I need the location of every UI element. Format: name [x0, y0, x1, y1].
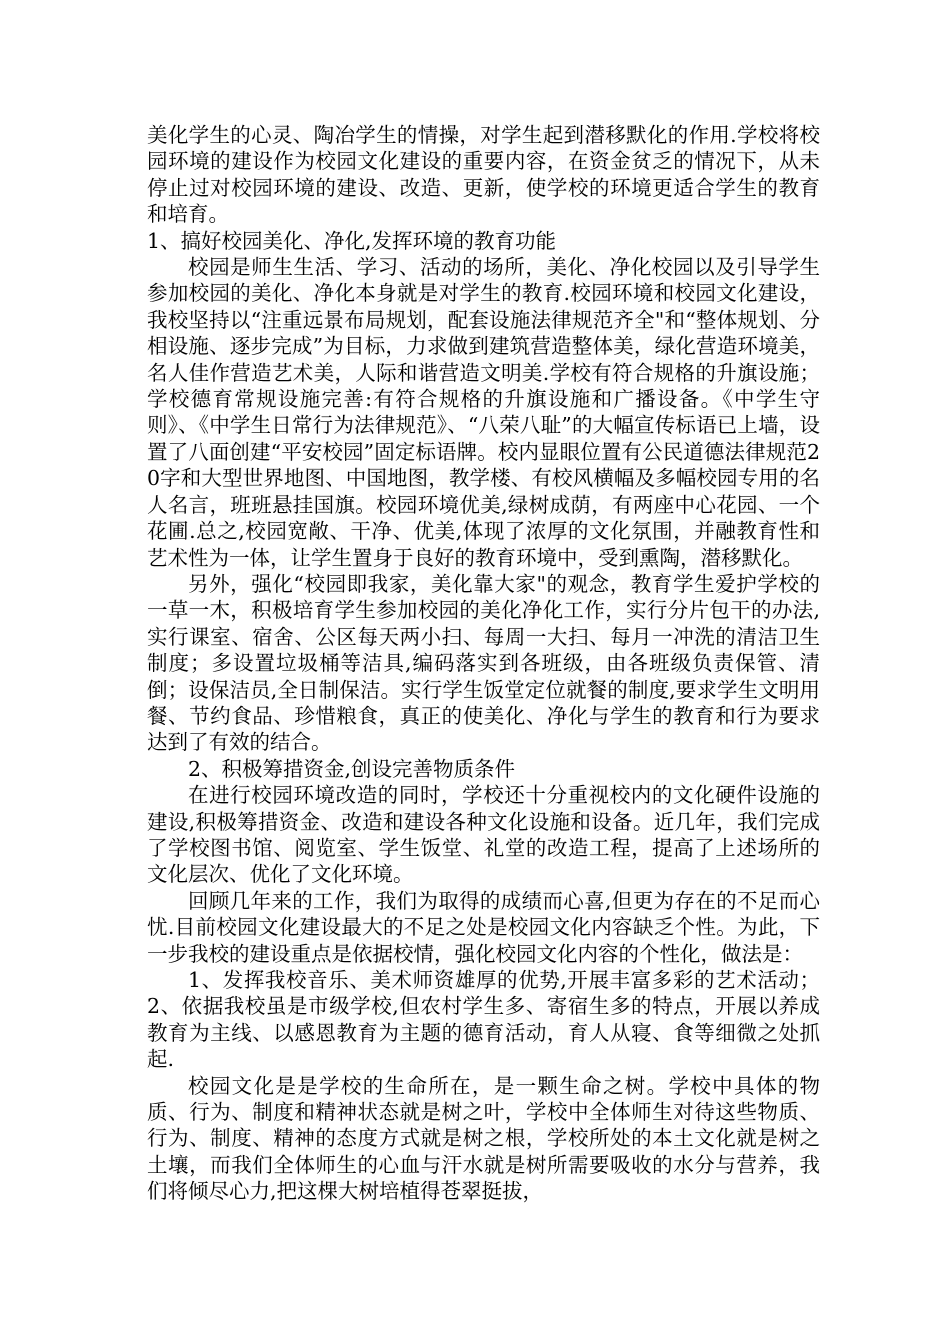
- paragraph-intro: 美化学生的心灵、陶冶学生的情操，对学生起到潜移默化的作用.学校将校园环境的建设作为校园文化建设的重要内容，在资金贫乏的情况下，从未停止过对校园环境的建设、改造、更新，使学校的环境更适合学生的教育和培育。: [147, 123, 820, 227]
- paragraph-facilities: 在进行校园环境改造的同时，学校还十分重视校内的文化硬件设施的建设,积极筹措资金、改造和建设各种文化设施和设备。近几年，我们完成了学校图书馆、阅览室、学生饭堂、礼堂的改造工程，提高了上述场所的文化层次、优化了文化环境。: [147, 783, 820, 887]
- paragraph-campus: 校园是师生生活、学习、活动的场所，美化、净化校园以及引导学生参加校园的美化、净化本身就是对学生的教育.校园环境和校园文化建设，我校坚持以“注重远景布局规划，配套设施法律规范齐全"和“整体规划、分相设施、逐步完成”为目标，力求做到建筑营造整体美，绿化营造环境美，名人佳作营造艺术美，人际和谐营造文明美.学校有符合规格的升旗设施；学校德育常规设施完善:有符合规格的升旗设施和广播设备。《中学生守则》、《中学生日常行为法律规范》、“八荣八耻”的大幅宣传标语已上墙，设置了八面创建“平安校园”固定标语牌。校内显眼位置有公民道德法律规范20字和大型世界地图、中国地图，教学楼、有校风横幅及多幅校园专用的名人名言，班班悬挂国旗。校园环境优美,绿树成荫，有两座中心花园、一个花圃.总之,校园宽敞、干净、优美,体现了浓厚的文化氛围，并融教育性和艺术性为一体，让学生置身于良好的教育环境中，受到熏陶，潜移默化。: [147, 255, 820, 570]
- section-heading-2: 2、积极筹措资金,创设完善物质条件: [188, 756, 516, 781]
- section-heading-1: 1、搞好校园美化、净化,发挥环境的教育功能: [147, 228, 557, 253]
- paragraph-measures: 1、发挥我校音乐、美术师资雄厚的优势,开展丰富多彩的艺术活动； 2、依据我校虽是市级学校,但农村学生多、寄宿生多的特点，开展以养成教育为主线、以感恩教育为主题的德育活动，育人从寝、食等细微之处抓起.: [147, 968, 820, 1072]
- paragraph-conclusion: 校园文化是是学校的生命所在，是一颗生命之树。学校中具体的物质、行为、制度和精神状态就是树之叶，学校中全体师生对待这些物质、行为、制度、精神的态度方式就是树之根，学校所处的本土文化就是树之土壤，而我们全体师生的心血与汗水就是树所需要吸收的水分与营养，我们将倾尽心力,把这棵大树培植得苍翠挺拔，: [147, 1073, 820, 1204]
- paragraph-additionally: 另外，强化“校园即我家，美化靠大家"的观念，教育学生爱护学校的一草一木，积极培育学生参加校园的美化净化工作，实行分片包干的办法,实行课室、宿舍、公区每天两小扫、每周一大扫、每月一冲洗的清洁卫生制度；多设置垃圾桶等洁具,编码落实到各班级，由各班级负责保管、清倒；设保洁员,全日制保洁。实行学生饭堂定位就餐的制度,要求学生文明用餐、节约食品、珍惜粮食，真正的使美化、净化与学生的教育和行为要求达到了有效的结合。: [147, 571, 820, 755]
- document-body: [147, 122, 820, 1205]
- paragraph-review: 回顾几年来的工作，我们为取得的成绩而心喜,但更为存在的不足而心忧.目前校园文化建设最大的不足之处是校园文化内容缺乏个性。为此，下一步我校的建设重点是依据校情，强化校园文化内容的个性化，做法是：: [147, 888, 820, 966]
